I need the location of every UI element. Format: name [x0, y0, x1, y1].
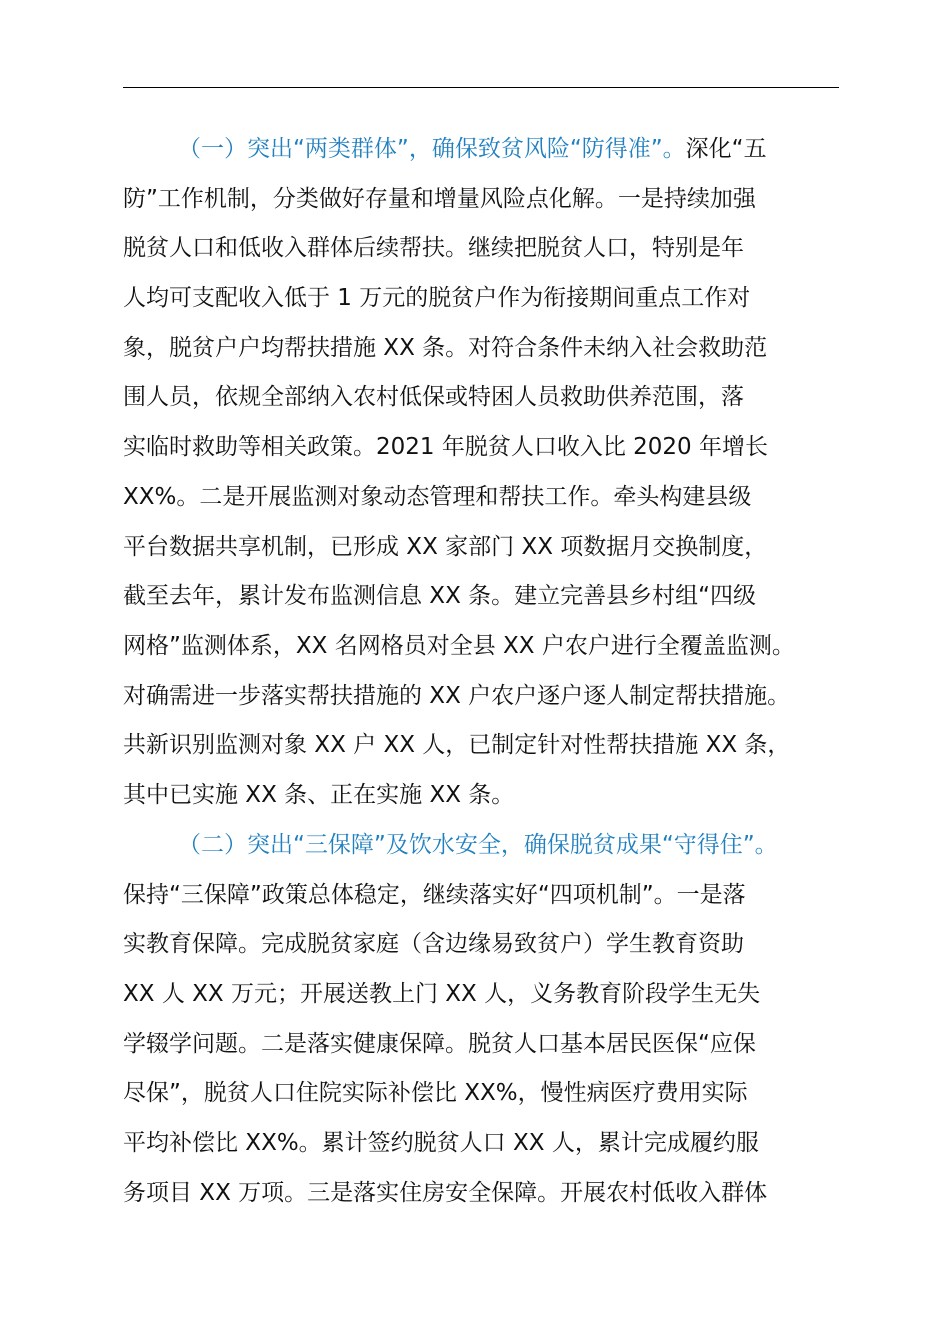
- paragraph-line: [123, 821, 839, 871]
- paragraph-line: 平均补偿比 XX%。累计签约脱贫人口 XX 人，累计完成履约服: [123, 1130, 759, 1157]
- paragraph-line: 围人员，依规全部纳入农村低保或特困人员救助供养范围，落: [123, 384, 744, 411]
- paragraph-line: 防”工作机制，分类做好存量和增量风险点化解。一是持续加强: [123, 185, 756, 212]
- section-2-paragraph: [123, 821, 839, 1219]
- paragraph-line: 其中已实施 XX 条、正在实施 XX 条。: [123, 781, 515, 808]
- paragraph-line: 对确需进一步落实帮扶措施的 XX 户农户逐户逐人制定帮扶措施。: [123, 682, 791, 709]
- paragraph-line: 脱贫人口和低收入群体后续帮扶。继续把脱贫人口，特别是年: [123, 235, 744, 262]
- section-2-heading: （二）突出“三保障”及饮水安全，确保脱贫成果“守得住”。: [178, 832, 778, 858]
- paragraph-line: [123, 125, 839, 175]
- paragraph-line: 平台数据共享机制，已形成 XX 家部门 XX 项数据月交换制度，: [123, 533, 768, 560]
- paragraph-text: 深化“五: [685, 136, 767, 162]
- paragraph-line: 象，脱贫户户均帮扶措施 XX 条。对符合条件未纳入社会救助范: [123, 334, 768, 361]
- paragraph-line: 共新识别监测对象 XX 户 XX 人，已制定针对性帮扶措施 XX 条，: [123, 732, 791, 759]
- paragraph-line: 截至去年，累计发布监测信息 XX 条。建立完善县乡村组“四级: [123, 583, 757, 610]
- header-rule: [123, 87, 839, 88]
- paragraph-line: 实教育保障。完成脱贫家庭（含边缘易致贫户）学生教育资助: [123, 931, 744, 958]
- section-1-heading: （一）突出“两类群体”，确保致贫风险“防得准”。: [178, 136, 686, 162]
- paragraph-line: 网格”监测体系，XX 名网格员对全县 XX 户农户进行全覆盖监测。: [123, 632, 795, 659]
- paragraph-line: 实临时救助等相关政策。2021 年脱贫人口收入比 2020 年增长: [123, 434, 768, 461]
- paragraph-line: XX 人 XX 万元；开展送教上门 XX 人，义务教育阶段学生无失: [123, 981, 761, 1008]
- paragraph-line: XX%。二是开展监测对象动态管理和帮扶工作。牵头构建县级: [123, 483, 752, 510]
- paragraph-line: 保持“三保障”政策总体稳定，继续落实好“四项机制”。一是落: [123, 881, 746, 908]
- paragraph-line: 务项目 XX 万项。三是落实住房安全保障。开展农村低收入群体: [123, 1179, 768, 1206]
- paragraph-line: 人均可支配收入低于 1 万元的脱贫户作为衔接期间重点工作对: [123, 285, 751, 312]
- paragraph-line: 学辍学问题。二是落实健康保障。脱贫人口基本居民医保“应保: [123, 1030, 756, 1057]
- section-1-paragraph: [123, 125, 839, 821]
- paragraph-line: 尽保”，脱贫人口住院实际补偿比 XX%，慢性病医疗费用实际: [123, 1080, 748, 1107]
